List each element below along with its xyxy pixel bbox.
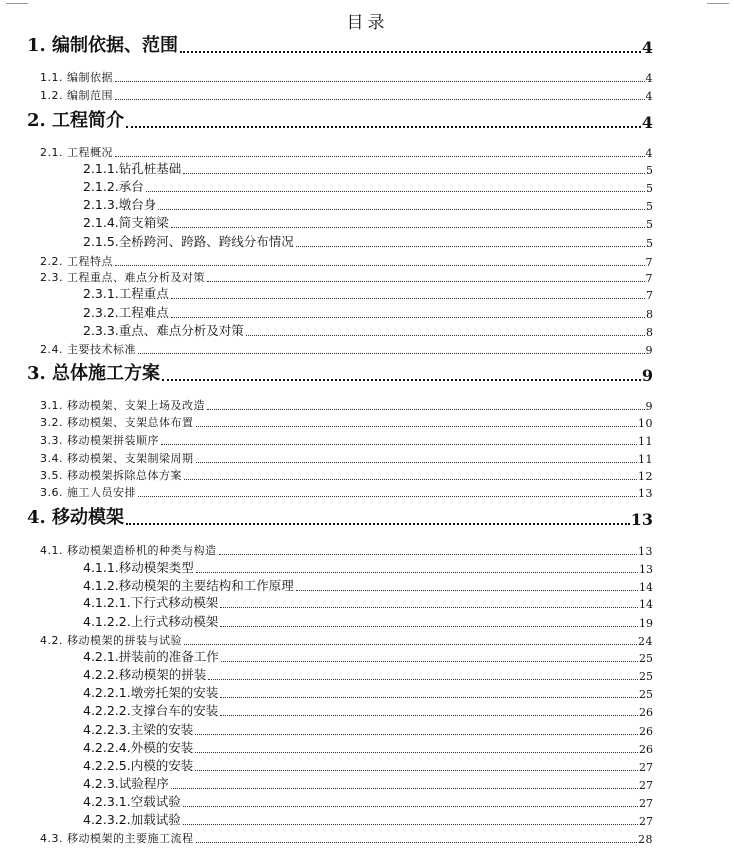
toc-page-number: 9 — [641, 366, 653, 385]
toc-entry-label: 2.3.1.工程重点 — [83, 286, 169, 301]
toc-dot-leader — [146, 190, 645, 192]
toc-entry-label: 3.6. 施工人员安排 — [40, 486, 136, 499]
toc-entry-label: 3.2. 移动模架、支架总体布置 — [40, 416, 194, 429]
toc-entry-level-1[interactable] — [27, 361, 653, 385]
toc-page-number: 5 — [646, 218, 653, 231]
toc-dot-leader — [115, 264, 645, 266]
toc-entry-level-3[interactable] — [83, 775, 653, 792]
toc-page-number: 10 — [638, 417, 653, 430]
toc-entry-level-3[interactable] — [83, 233, 653, 250]
toc-entry-label: 4.3. 移动模架的主要施工流程 — [40, 832, 194, 845]
toc-entry-level-1[interactable] — [27, 33, 653, 57]
toc-entry-label: 2.1.3.墩台身 — [83, 197, 157, 212]
toc-page-number: 4 — [645, 147, 653, 160]
toc-entry-level-3[interactable] — [83, 322, 653, 339]
toc-entry-label: 2.4. 主要技术标准 — [40, 343, 136, 356]
toc-entry-label: 4.2.3.试验程序 — [83, 776, 169, 791]
toc-entry-label: 2.2. 工程特点 — [40, 255, 113, 268]
toc-entry-label: 2.1.2.承台 — [83, 179, 144, 194]
toc-page-number: 14 — [639, 581, 653, 594]
toc-page-number: 11 — [638, 453, 653, 466]
toc-dot-leader — [184, 478, 637, 480]
toc-dot-leader — [171, 226, 645, 228]
toc-entry-level-3[interactable] — [83, 613, 653, 630]
toc-entry-label: 3.1. 移动模架、支架上场及改造 — [40, 399, 205, 412]
toc-dot-leader — [219, 553, 638, 555]
toc-entry-level-3[interactable] — [83, 721, 653, 738]
toc-entry-level-2[interactable] — [40, 830, 653, 846]
toc-entry-label: 4.2.1.拼装前的准备工作 — [83, 649, 219, 664]
toc-dot-leader — [220, 625, 638, 627]
toc-dot-leader — [158, 208, 645, 210]
toc-dot-leader — [296, 589, 638, 591]
toc-page-number: 27 — [639, 761, 653, 774]
toc-page-number: 26 — [639, 725, 653, 738]
toc-page-number: 4 — [641, 113, 653, 132]
toc-dot-leader — [195, 769, 638, 771]
toc-page-number: 26 — [639, 706, 653, 719]
toc-dot-leader — [220, 696, 638, 698]
toc-entry-label: 3. 总体施工方案 — [27, 363, 161, 384]
toc-entry-level-2[interactable] — [40, 450, 653, 466]
toc-entry-level-2[interactable] — [40, 484, 653, 500]
toc-entry-level-2[interactable] — [40, 87, 653, 103]
toc-entry-label: 4.1. 移动模架造桥机的种类与构造 — [40, 544, 217, 557]
toc-entry-label: 4.2.2.2.支撑台车的安装 — [83, 703, 219, 718]
toc-entry-label: 3.3. 移动模架拼装顺序 — [40, 434, 159, 447]
toc-dot-leader — [184, 643, 637, 645]
toc-page-number: 4 — [641, 38, 653, 57]
toc-dot-leader — [171, 297, 645, 299]
toc-page-number: 28 — [638, 833, 653, 846]
toc-dot-leader — [196, 461, 638, 463]
toc-entry-label: 2.3. 工程重点、难点分析及对策 — [40, 271, 205, 284]
toc-page-number: 25 — [639, 688, 653, 701]
toc-dot-leader — [196, 571, 638, 573]
toc-page-number: 5 — [646, 200, 653, 213]
toc-dot-leader — [207, 408, 645, 410]
toc-entry-level-3[interactable] — [83, 811, 653, 828]
toc-dot-leader — [195, 733, 638, 735]
toc-entry-level-3[interactable] — [83, 214, 653, 231]
toc-entry-label: 4.2.2.5.内模的安装 — [83, 758, 194, 773]
toc-page-number: 13 — [639, 563, 653, 576]
toc-entry-label: 4. 移动模架 — [27, 507, 125, 528]
toc-entry-label: 2.3.3.重点、难点分析及对策 — [83, 323, 244, 338]
toc-entry-label: 4.2.2.3.主梁的安装 — [83, 722, 194, 737]
toc-entry-level-3[interactable] — [83, 666, 653, 683]
toc-entry-level-3[interactable] — [83, 304, 653, 321]
toc-entry-level-3[interactable] — [83, 793, 653, 810]
corner-mark-right — [707, 3, 729, 4]
toc-entry-level-2[interactable] — [40, 269, 653, 285]
toc-page-number: 25 — [639, 652, 653, 665]
toc-entry-level-3[interactable] — [83, 757, 653, 774]
toc-entry-label: 4.1.1.移动模架类型 — [83, 560, 194, 575]
toc-entry-label: 4.1.2.移动模架的主要结构和工作原理 — [83, 578, 294, 593]
toc-dot-leader — [196, 425, 638, 427]
toc-dot-leader — [183, 805, 638, 807]
toc-dot-leader — [162, 378, 641, 381]
toc-page-number: 5 — [646, 237, 653, 250]
toc-dot-leader — [221, 660, 638, 662]
toc-entry-label: 1. 编制依据、范围 — [27, 35, 179, 56]
toc-page-number: 8 — [646, 308, 653, 321]
toc-dot-leader — [171, 787, 638, 789]
toc-page-number: 13 — [630, 510, 653, 529]
toc-entry-level-2[interactable] — [40, 632, 653, 648]
toc-entry-label: 4.1.2.1.下行式移动模架 — [83, 595, 219, 610]
toc-entry-level-3[interactable] — [83, 577, 653, 594]
toc-dot-leader — [138, 495, 637, 497]
toc-entry-level-3[interactable] — [83, 178, 653, 195]
toc-entry-label: 4.1.2.2.上行式移动模架 — [83, 614, 219, 629]
toc-entry-level-2[interactable] — [40, 341, 653, 357]
toc-dot-leader — [183, 823, 638, 825]
toc-entry-level-3[interactable] — [83, 196, 653, 213]
toc-entry-label: 3.5. 移动模架拆除总体方案 — [40, 469, 182, 482]
toc-dot-leader — [196, 841, 638, 843]
toc-entry-label: 4.2. 移动模架的拼装与试验 — [40, 634, 182, 647]
toc-page-number: 5 — [646, 164, 653, 177]
toc-entry-level-2[interactable] — [40, 253, 653, 269]
toc-entry-level-3[interactable] — [83, 702, 653, 719]
toc-entry-level-2[interactable] — [40, 397, 653, 413]
toc-dot-leader — [180, 50, 641, 53]
toc-page-number: 4 — [645, 72, 653, 85]
toc-entry-level-2[interactable] — [40, 432, 653, 448]
toc-page-number: 27 — [639, 815, 653, 828]
toc-entry-label: 4.2.2.4.外模的安装 — [83, 740, 194, 755]
toc-entry-label: 2.1.5.全桥跨河、跨路、跨线分布情况 — [83, 234, 294, 249]
toc-entry-label: 4.2.2.1.墩旁托架的安装 — [83, 685, 219, 700]
toc-page-number: 13 — [638, 545, 653, 558]
toc-entry-label: 4.2.3.1.空载试验 — [83, 794, 181, 809]
toc-page-number: 4 — [645, 90, 653, 103]
toc-dot-leader — [296, 245, 645, 247]
toc-entry-level-3[interactable] — [83, 594, 653, 611]
toc-dot-leader — [207, 280, 645, 282]
toc-dot-leader — [220, 714, 638, 716]
toc-entry-label: 2.1.4.简支箱梁 — [83, 215, 169, 230]
toc-dot-leader — [138, 352, 645, 354]
toc-entry-level-2[interactable] — [40, 414, 653, 430]
toc-dot-leader — [195, 751, 638, 753]
toc-dot-leader — [246, 334, 645, 336]
toc-page-number: 7 — [645, 256, 653, 269]
toc-entry-level-1[interactable] — [27, 505, 653, 529]
toc-dot-leader — [208, 678, 638, 680]
toc-page-number: 11 — [638, 435, 653, 448]
toc-dot-leader — [183, 172, 645, 174]
toc-page-number: 14 — [639, 598, 653, 611]
toc-entry-label: 2.1.1.钻孔桩基础 — [83, 161, 182, 176]
toc-entry-level-2[interactable] — [40, 69, 653, 85]
toc-entry-label: 2. 工程简介 — [27, 110, 125, 131]
toc-page-number: 27 — [639, 797, 653, 810]
toc-entry-level-3[interactable] — [83, 559, 653, 576]
toc-dot-leader — [115, 155, 645, 157]
toc-page-number: 8 — [646, 326, 653, 339]
toc-entry-label: 4.2.3.2.加载试验 — [83, 812, 181, 827]
page-title: 目录 — [346, 13, 389, 33]
toc-entry-level-3[interactable] — [83, 739, 653, 756]
toc-page-number: 27 — [639, 779, 653, 792]
toc-entry-level-2[interactable] — [40, 144, 653, 160]
toc-page-number: 5 — [646, 182, 653, 195]
toc-page-number: 7 — [646, 289, 653, 302]
toc-page-number: 9 — [645, 400, 653, 413]
toc-entry-level-3[interactable] — [83, 684, 653, 701]
toc-dot-leader — [115, 80, 645, 82]
toc-entry-label: 1.2. 编制范围 — [40, 89, 113, 102]
corner-mark-left — [6, 3, 28, 4]
toc-entry-label: 3.4. 移动模架、支架制梁周期 — [40, 452, 194, 465]
toc-dot-leader — [220, 606, 638, 608]
toc-dot-leader — [126, 522, 630, 525]
toc-entry-level-3[interactable] — [83, 160, 653, 177]
toc-page-number: 19 — [639, 617, 653, 630]
toc-entry-level-3[interactable] — [83, 648, 653, 665]
toc-entry-label: 1.1. 编制依据 — [40, 71, 113, 84]
toc-page-number: 24 — [638, 635, 653, 648]
toc-entry-level-1[interactable] — [27, 108, 653, 132]
toc-dot-leader — [115, 98, 645, 100]
toc-entry-level-2[interactable] — [40, 467, 653, 483]
toc-dot-leader — [161, 443, 637, 445]
toc-page-number: 9 — [645, 344, 653, 357]
toc-page-number: 12 — [638, 470, 653, 483]
toc-page-number: 13 — [638, 487, 653, 500]
toc-entry-label: 4.2.2.移动模架的拼装 — [83, 667, 207, 682]
toc-page-number: 25 — [639, 670, 653, 683]
toc-page-number: 7 — [645, 272, 653, 285]
toc-entry-label: 2.3.2.工程难点 — [83, 305, 169, 320]
toc-dot-leader — [171, 316, 645, 318]
toc-dot-leader — [126, 125, 641, 128]
toc-entry-level-2[interactable] — [40, 542, 653, 558]
toc-entry-level-3[interactable] — [83, 285, 653, 302]
toc-entry-label: 2.1. 工程概况 — [40, 146, 113, 159]
toc-page-number: 26 — [639, 743, 653, 756]
